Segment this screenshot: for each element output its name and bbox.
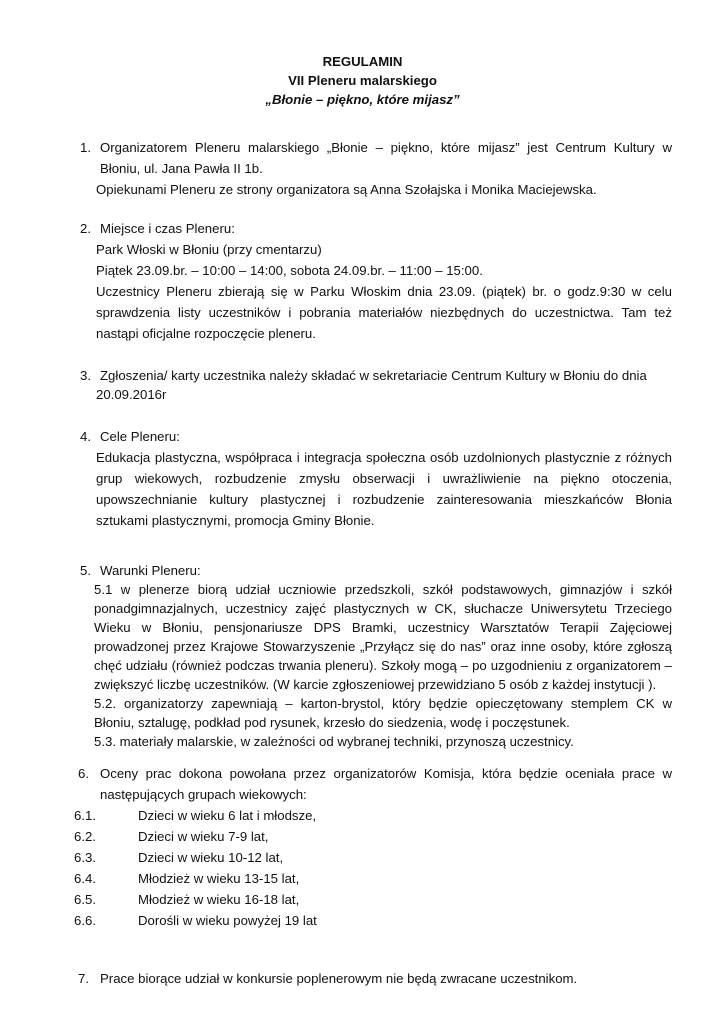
paragraph-line: Edukacja plastyczna, współpraca i integracja społeczna osób uzdolnionych plastycznie z różnych [96, 450, 672, 465]
paragraph-line: Wieku w Błoniu, pensjonariusze DPS Bramki, uczestnicy Warsztatów Terapii Zajęciowej [94, 620, 672, 635]
paragraph-line: grup wiekowych, rozbudzenie zmysłu obserwacji i uwrażliwienie na piękno otoczenia, [96, 471, 672, 486]
paragraph-line: sztukami plastycznymi, promocja Gminy Błonie. [96, 513, 375, 528]
paragraph-line: nastąpi oficjalne rozpoczęcie pleneru. [96, 326, 316, 341]
paragraph-line: następujących grupach wiekowych: [100, 787, 307, 802]
paragraph-line: 5.3. materiały malarskie, w zależności od wybranej techniki, przynoszą uczestnicy. [94, 734, 574, 749]
document-title: REGULAMIN [322, 54, 403, 69]
paragraph-line: Prace biorące udział w konkursie poplenerowym nie będą zwracane uczestnikom. [100, 971, 578, 986]
section-number: 6. [78, 766, 89, 781]
paragraph-line: zwiększyć liczbę uczestników. (W karcie zgłoszeniowej przewidziano 5 osób z każdej instytucji ). [94, 677, 657, 692]
paragraph-line: Oceny prac dokona powołana przez organizatorów Komisja, która będzie oceniała prace w [100, 766, 672, 781]
paragraph-line: chęć udziału (również podczas trwania pleneru). Szkoły mogą – po uzgodnieniu z organizatorem – [94, 658, 672, 673]
section-heading: Miejsce i czas Pleneru: [100, 221, 235, 236]
age-group-label: Dzieci w wieku 6 lat i młodsze, [138, 808, 317, 823]
age-group-number: 6.6. [74, 913, 96, 928]
age-group-label: Młodzież w wieku 13-15 lat, [138, 871, 300, 886]
age-group-label: Dorośli w wieku powyżej 19 lat [138, 913, 317, 928]
age-group-label: Młodzież w wieku 16-18 lat, [138, 892, 300, 907]
section-number: 7. [78, 971, 89, 986]
section-heading: Cele Pleneru: [100, 429, 180, 444]
paragraph-line: Błoniu, ul. Jana Pawła II 1b. [100, 161, 263, 176]
section-number: 1. [80, 140, 91, 155]
section-number: 2. [80, 221, 91, 236]
paragraph-line: Zgłoszenia/ karty uczestnika należy składać w sekretariacie Centrum Kultury w Błoniu do dnia [100, 368, 647, 383]
section-heading: Warunki Pleneru: [100, 563, 201, 578]
paragraph-line: Organizatorem Pleneru malarskiego „Błonie – piękno, które mijasz” jest Centrum Kultury w [100, 140, 672, 155]
paragraph-line: ponadgimnazjalnych, uczestnicy zajęć plastycznych w CK, słuchacze Uniwersytetu Trzeciego [94, 601, 672, 616]
document-motto: „Błonie – piękno, które mijasz” [265, 92, 460, 107]
age-group-number: 6.2. [74, 829, 96, 844]
age-group-label: Dzieci w wieku 10-12 lat, [138, 850, 284, 865]
paragraph-line: Piątek 23.09.br. – 10:00 – 14:00, sobota 24.09.br. – 11:00 – 15:00. [96, 263, 483, 278]
paragraph-line: Uczestnicy Pleneru zbierają się w Parku Włoskim dnia 23.09. (piątek) br. o godz.9:30 w celu [96, 284, 672, 299]
document-subtitle: VII Pleneru malarskiego [288, 73, 437, 88]
title-block [0, 52, 725, 109]
paragraph-line: upowszechnianie kultury plastycznej i rozbudzenie zainteresowania mieszkańców Błonia [96, 492, 672, 507]
paragraph-line: Błoniu, sztalugę, podkład pod rysunek, krzesło do siedzenia, wodę i poczęstunek. [94, 715, 570, 730]
section-number: 3. [80, 368, 91, 383]
age-group-number: 6.1. [74, 808, 96, 823]
age-group-number: 6.4. [74, 871, 96, 886]
paragraph-line: 5.2. organizatorzy zapewniają – karton-brystol, który będzie opieczętowany stemplem CK w [94, 696, 672, 711]
paragraph-line: Park Włoski w Błoniu (przy cmentarzu) [96, 242, 322, 257]
age-group-number: 6.5. [74, 892, 96, 907]
section-number: 4. [80, 429, 91, 444]
paragraph-line: 5.1 w plenerze biorą udział uczniowie przedszkoli, szkół podstawowych, gimnazjów i szkół [94, 582, 672, 597]
paragraph-line: 20.09.2016r [96, 387, 167, 402]
paragraph-line: sprawdzenia listy uczestników i pobrania materiałów niezbędnych do uczestnictwa. Tam też [96, 305, 672, 320]
paragraph-line: Opiekunami Pleneru ze strony organizatora są Anna Szołajska i Monika Maciejewska. [96, 182, 597, 197]
age-group-number: 6.3. [74, 850, 96, 865]
age-group-label: Dzieci w wieku 7-9 lat, [138, 829, 269, 844]
paragraph-line: prowadzonej przez Krajowe Stowarzyszenie „Przyłącz się do nas” oraz inne osoby, które zgłoszą [94, 639, 672, 654]
section-number: 5. [80, 563, 91, 578]
